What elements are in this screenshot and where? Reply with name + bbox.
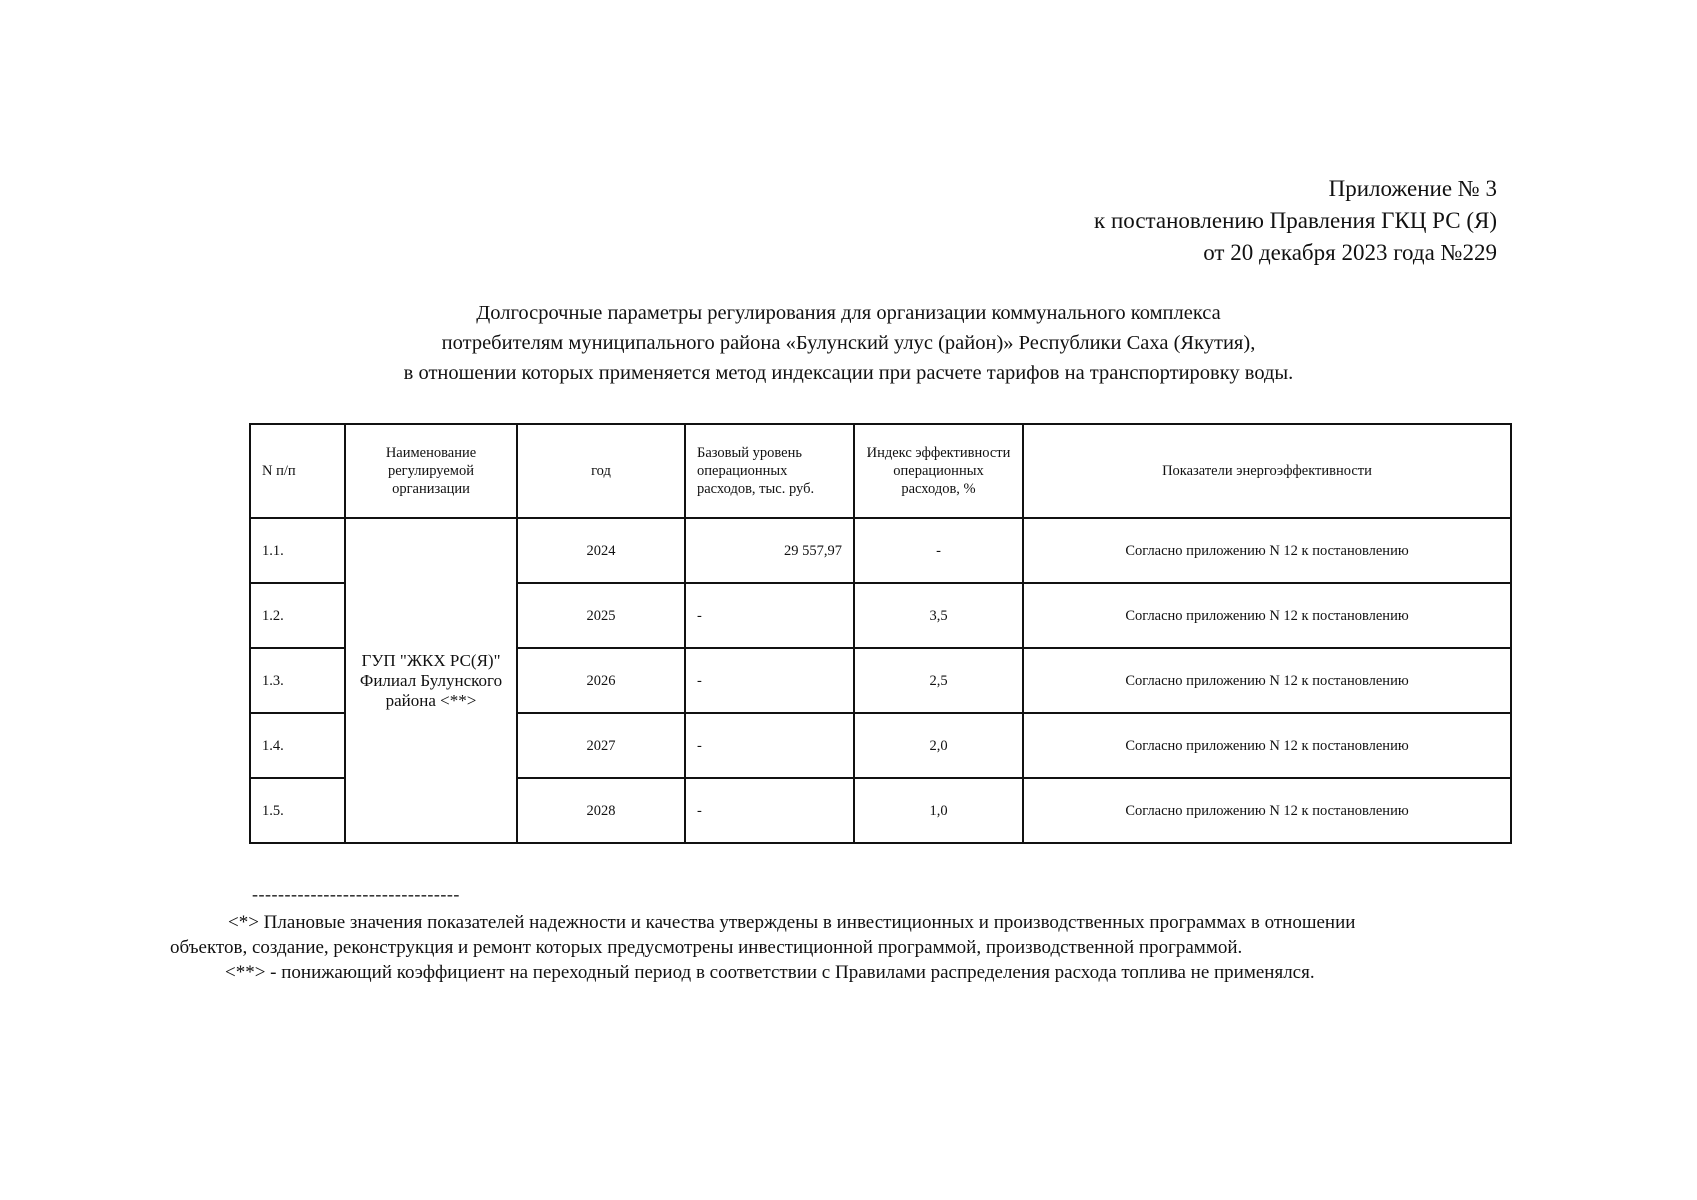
organization-name: ГУП "ЖКХ РС(Я)" Филиал Булунского района <**>	[345, 518, 517, 843]
row-year: 2025	[517, 583, 685, 648]
footnote-1-line-1: <*> Плановые значения показателей надежности и качества утверждены в инвестиционных и производственных программах в отношении	[228, 912, 1356, 933]
footnote-1-line-2: объектов, создание, реконструкция и ремонт которых предусмотрены инвестиционной программой, производственной программой.	[170, 937, 1243, 958]
row-year: 2028	[517, 778, 685, 843]
header-year: год	[517, 424, 685, 518]
row-number: 1.4.	[250, 713, 345, 778]
title-line-3: в отношении которых применяется метод индексации при расчете тарифов на транспортировку воды.	[403, 362, 1294, 384]
row-energy-efficiency: Согласно приложению N 12 к постановлению	[1023, 518, 1511, 583]
row-energy-efficiency: Согласно приложению N 12 к постановлению	[1023, 713, 1511, 778]
row-efficiency-index: -	[854, 518, 1023, 583]
row-efficiency-index: 2,5	[854, 648, 1023, 713]
header-number: N п/п	[250, 424, 345, 518]
row-base-opex: 29 557,97	[685, 518, 854, 583]
footnote-separator: --------------------------------	[252, 884, 460, 904]
row-year: 2024	[517, 518, 685, 583]
title-line-2: потребителям муниципального района «Булунский улус (район)» Республики Саха (Якутия),	[441, 332, 1256, 354]
row-number: 1.1.	[250, 518, 345, 583]
header-organization: Наименование регулируемой организации	[345, 424, 517, 518]
row-year: 2026	[517, 648, 685, 713]
header-base-opex: Базовый уровень операционных расходов, тыс. руб.	[685, 424, 854, 518]
row-number: 1.5.	[250, 778, 345, 843]
row-base-opex: -	[685, 583, 854, 648]
table-row	[250, 518, 1511, 583]
header-efficiency-index: Индекс эффективности операционных расходов, %	[854, 424, 1023, 518]
row-efficiency-index: 3,5	[854, 583, 1023, 648]
row-energy-efficiency: Согласно приложению N 12 к постановлению	[1023, 648, 1511, 713]
footnotes	[170, 910, 1470, 985]
approval-block	[1094, 173, 1497, 269]
table-header-row	[250, 424, 1511, 518]
row-energy-efficiency: Согласно приложению N 12 к постановлению	[1023, 778, 1511, 843]
row-number: 1.2.	[250, 583, 345, 648]
footnote-2: <**> - понижающий коэффициент на переходный период в соответствии с Правилами распределения расхода топлива не применялся.	[225, 962, 1315, 983]
row-year: 2027	[517, 713, 685, 778]
approval-appendix-number: Приложение № 3	[1328, 176, 1497, 201]
row-efficiency-index: 1,0	[854, 778, 1023, 843]
header-energy-efficiency: Показатели энергоэффективности	[1023, 424, 1511, 518]
row-base-opex: -	[685, 713, 854, 778]
row-efficiency-index: 2,0	[854, 713, 1023, 778]
approval-resolution-ref: к постановлению Правления ГКЦ РС (Я)	[1094, 208, 1497, 233]
row-number: 1.3.	[250, 648, 345, 713]
approval-date: от 20 декабря 2023 года №229	[1203, 240, 1497, 265]
title-line-1: Долгосрочные параметры регулирования для организации коммунального комплекса	[476, 302, 1221, 324]
document-title	[0, 298, 1697, 388]
row-energy-efficiency: Согласно приложению N 12 к постановлению	[1023, 583, 1511, 648]
row-base-opex: -	[685, 778, 854, 843]
row-base-opex: -	[685, 648, 854, 713]
parameters-table	[249, 423, 1512, 844]
